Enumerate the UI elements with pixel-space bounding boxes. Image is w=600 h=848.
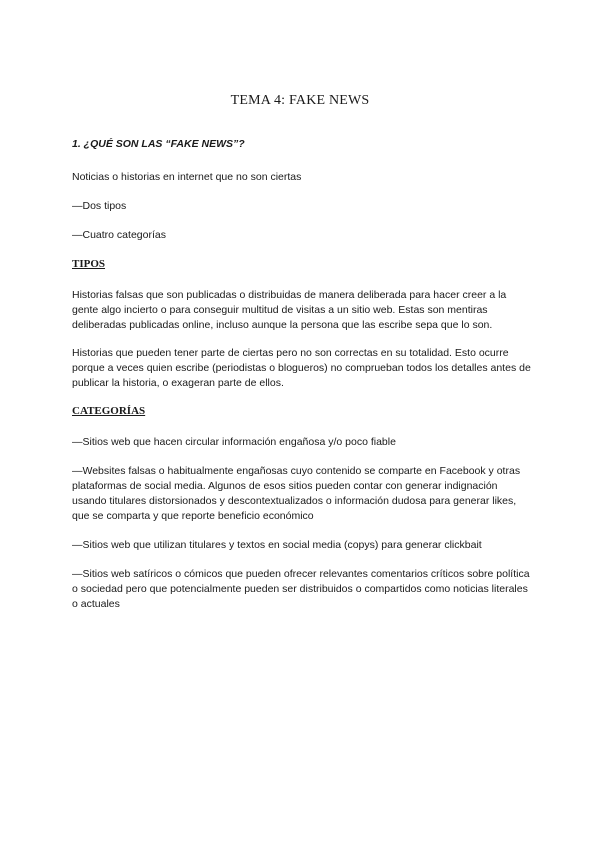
categoria-item-3: —Sitios web que utilizan titulares y textos en social media (copys) para generar clickbait: [72, 539, 482, 551]
categorias-heading: CATEGORÍAS: [72, 405, 146, 417]
tipos-paragraph-1: Historias falsas que son publicadas o distribuidas de manera deliberada para hacer creer a la gente algo incierto o para conseguir multitud de visitas a un sitio web. Estas son mentiras deliberadas publicadas online, incluso aunque la persona que las escribe sepa que lo son.: [72, 289, 507, 331]
categoria-item-1: —Sitios web que hacen circular información engañosa y/o poco fiable: [72, 436, 396, 448]
document-title: TEMA 4: FAKE NEWS: [230, 93, 370, 108]
tipos-heading: TIPOS: [72, 258, 106, 270]
section-heading-fake-news: 1. ¿QUÉ SON LAS “FAKE NEWS”?: [72, 138, 245, 150]
list-item-categorias: —Cuatro categorías: [72, 229, 166, 241]
tipos-paragraph-2: Historias que pueden tener parte de ciertas pero no son correctas en su totalidad. Esto ocurre porque a veces quien escribe (periodistas o blogueros) no comprueban todos los detalles antes de publicar la historia, o exageran parte de ellos.: [72, 347, 531, 389]
categoria-item-4: —Sitios web satíricos o cómicos que pueden ofrecer relevantes comentarios críticos sobre política o sociedad pero que potencialmente pueden ser distribuidos o compartidos como noticias literales o actuales: [72, 568, 530, 610]
definition-text: Noticias o historias en internet que no son ciertas: [72, 171, 302, 183]
list-item-tipos: —Dos tipos: [72, 200, 127, 212]
categoria-item-2: —Websites falsas o habitualmente engañosas cuyo contenido se comparte en Facebook y otras plataformas de social media. Algunos de esos sitios pueden contar con generar indignación usando titulares distorsionados y descontextualizados o información dudosa para generar likes, que se comparta y que reporte beneficio económico: [72, 465, 521, 522]
